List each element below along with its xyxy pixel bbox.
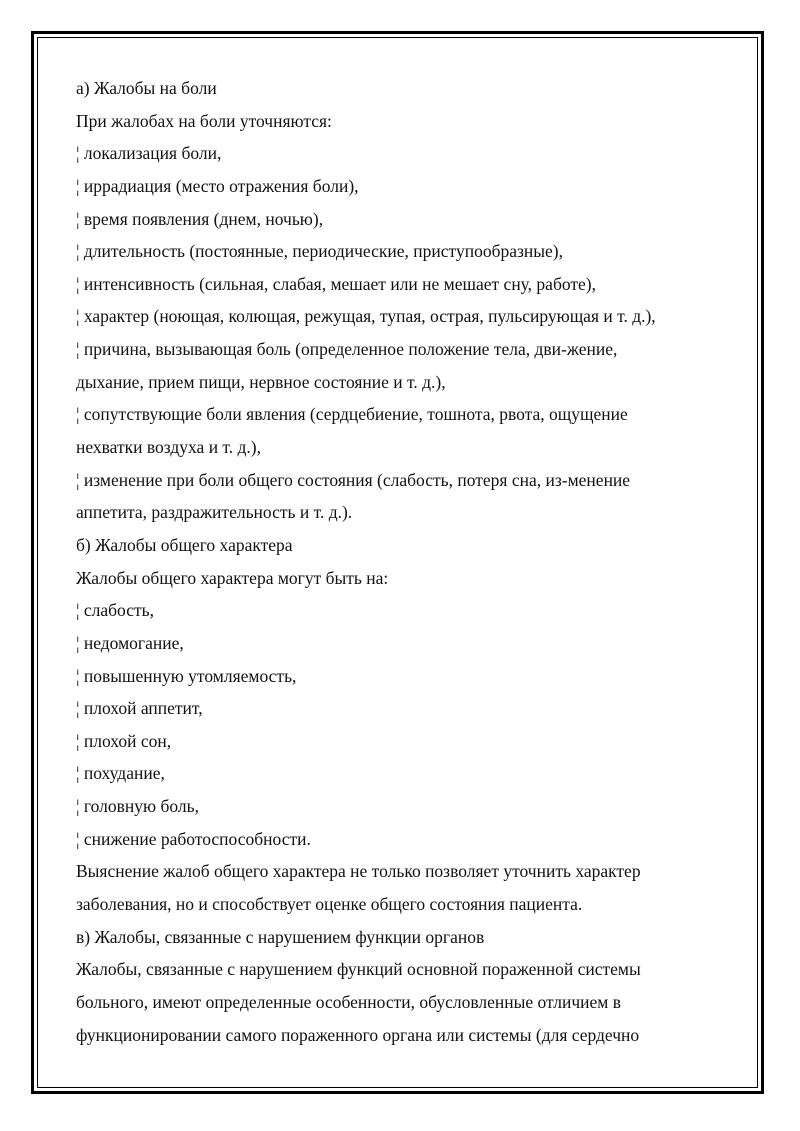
section-heading-general: б) Жалобы общего характера xyxy=(76,534,293,555)
paragraph-line: Выяснение жалоб общего характера не только позволяет уточнить характер xyxy=(76,861,641,882)
section-heading-pain: а) Жалобы на боли xyxy=(76,78,217,98)
list-item: ¦ слабость, xyxy=(76,600,155,621)
list-item: ¦ изменение при боли общего состояния (слабость, потеря сна, из-менение xyxy=(76,469,631,490)
paragraph-line: заболевания, но и способствует оценке общего состояния пациента. xyxy=(76,894,583,915)
list-item: ¦ плохой сон, xyxy=(76,730,172,751)
section-heading-organ: в) Жалобы, связанные с нарушением функции органов xyxy=(76,926,485,947)
list-item: ¦ плохой аппетит, xyxy=(76,698,203,719)
paragraph-line: При жалобах на боли уточняются: xyxy=(76,110,332,131)
list-item: ¦ головную боль, xyxy=(76,796,199,817)
list-item: ¦ недомогание, xyxy=(76,632,184,653)
list-item: ¦ причина, вызывающая боль (определенное положение тела, дви-жение, xyxy=(76,339,618,360)
list-item: ¦ время появления (днем, ночью), xyxy=(76,208,324,229)
list-item: ¦ локализация боли, xyxy=(76,143,222,164)
list-item: ¦ сопутствующие боли явления (сердцебиение, тошнота, рвота, ощущение xyxy=(76,404,628,425)
list-item: ¦ длительность (постоянные, периодические, приступообразные), xyxy=(76,241,563,262)
document-body xyxy=(76,72,716,1051)
paragraph-line: Жалобы, связанные с нарушением функций основной пораженной системы xyxy=(76,959,641,980)
list-item: ¦ повышенную утомляемость, xyxy=(76,665,297,686)
list-item-continuation: аппетита, раздражительность и т. д.). xyxy=(76,502,353,523)
list-item: ¦ интенсивность (сильная, слабая, мешает или не мешает сну, работе), xyxy=(76,273,596,294)
list-item: ¦ иррадиация (место отражения боли), xyxy=(76,175,359,196)
paragraph-line: больного, имеют определенные особенности, обусловленные отличием в xyxy=(76,991,621,1012)
list-item-continuation: дыхание, прием пищи, нервное состояние и т. д.), xyxy=(76,371,446,392)
list-item: ¦ характер (ноющая, колющая, режущая, тупая, острая, пульсирующая и т. д.), xyxy=(76,306,656,327)
paragraph-line: функционировании самого пораженного органа или системы (для сердечно xyxy=(76,1024,640,1045)
list-item: ¦ снижение работоспособности. xyxy=(76,828,311,849)
list-item-continuation: нехватки воздуха и т. д.), xyxy=(76,437,261,458)
list-item: ¦ похудание, xyxy=(76,763,165,784)
paragraph-line: Жалобы общего характера могут быть на: xyxy=(76,567,389,588)
